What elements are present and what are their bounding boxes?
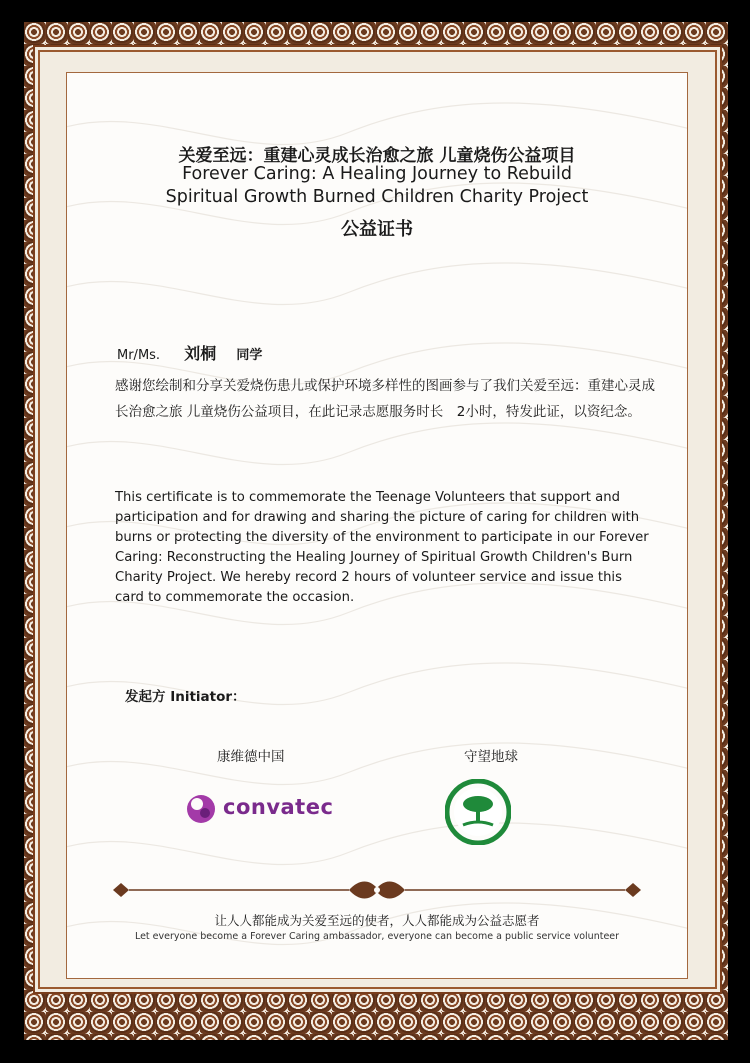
salutation	[117, 341, 262, 364]
certificate-heading: 公益证书	[341, 219, 413, 240]
title-english-line1: Forever Caring: A Healing Journey to Rebuild	[182, 164, 572, 184]
footer-english: Let everyone become a Forever Caring ambassador, everyone can become a public service volunteer	[134, 931, 620, 942]
org-name-convatec: 康维德中国	[217, 749, 285, 765]
salutation-prefix: Mr/Ms.	[117, 348, 161, 363]
title-english	[67, 163, 687, 209]
convatec-logo	[185, 791, 334, 827]
org-name-earth: 守望地球	[464, 749, 518, 765]
earth-logo-icon	[445, 779, 511, 845]
divider-ornament	[109, 879, 645, 901]
title-chinese: 关爱至远：重建心灵成长治愈之旅 儿童烧伤公益项目	[178, 146, 576, 166]
body-chinese: 感谢您绘制和分享关爱烧伤患儿或保护环境多样性的图画参与了我们关爱至远：重建心灵成长治愈之旅 儿童烧伤公益项目，在此记录志愿服务时长 2小时，特发此证，以资纪念。	[115, 378, 655, 420]
title-english-line2: Spiritual Growth Burned Children Charity Project	[165, 187, 589, 207]
initiator-label: 发起方 Initiator：	[125, 689, 246, 705]
convatec-wordmark: convatec	[223, 795, 334, 819]
footer-chinese: 让人人都能成为关爱至远的使者，人人都能成为公益志愿者	[214, 913, 540, 928]
body-english: This certificate is to commemorate the Teenage Volunteers that support and participation and for drawing and sharing the picture of caring for children with burns or protecting the diversity of the environment to participate in our Forever Caring: Reconstructing the Healing Journey of Spiritual Growth Children's Burn Charity Project. We hereby record 2 hours of volunteer service and issue this card to commemorate the occasion.	[115, 490, 649, 605]
certificate-paper	[66, 72, 688, 979]
convatec-mark-icon	[185, 793, 217, 825]
recipient-name: 刘桐	[184, 344, 217, 363]
salutation-suffix: 同学	[236, 348, 263, 363]
